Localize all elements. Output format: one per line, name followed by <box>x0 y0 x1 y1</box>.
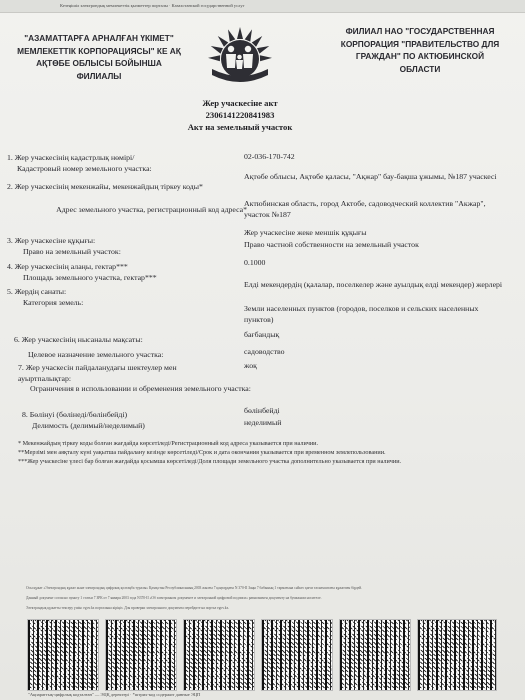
row-right <box>7 236 257 257</box>
row-label-ru: Категория земель: <box>23 297 84 307</box>
doc-title-kazakh: Жер учаскесіне акт <box>202 98 278 108</box>
row-cadastral-number <box>7 153 257 174</box>
cadastral-number-value: 02-036-170-742 <box>244 152 295 161</box>
row-restrictions-ru: Ограничения в использовании и обременения земельного участка: <box>30 384 251 393</box>
qr-code-4 <box>262 620 332 690</box>
land-category-value-ru: Земли населенных пунктов (городов, поселков и сельских населенных пунктов) <box>244 304 479 324</box>
family-sun-emblem-icon <box>206 25 274 93</box>
area-value: 0.1000 <box>244 258 266 267</box>
restrictions-value: жоқ <box>244 361 257 370</box>
doc-number: 2306141220841983 <box>205 110 275 120</box>
row-label-kz: 1. Жер учаскесінің кадастрлық нөмірі/ <box>7 153 135 162</box>
org-name-russian: ФИЛИАЛ НАО "ГОСУДАРСТВЕННАЯ КОРПОРАЦИЯ "ПРАВИТЕЛЬСТВО ДЛЯ ГРАЖДАН" ПО АКТЮБИНСКОЙ ОБЛАСТИ <box>340 26 500 74</box>
row-label-kz: 5. Жердің санаты: <box>7 287 67 296</box>
divisibility-value-ru: неделимый <box>244 418 282 427</box>
qr-code-3 <box>184 620 254 690</box>
footnote-1: * Мекенжайдың тіркеу коды болған жағдайда көрсетіледі/Регистрационный код адреса указывается при наличии. <box>18 440 319 447</box>
row-restrictions-kz: 7. Жер учаскесін пайдаланудағы шектеулер мен ауыртпалықтар: <box>18 363 177 383</box>
row-label-kz: 4. Жер учаскесінің алаңы, гектар*** <box>7 262 128 271</box>
qr-code-6 <box>418 620 496 690</box>
qr-code-2 <box>106 620 176 690</box>
divisibility-value-kz: бөлінбейді <box>244 406 280 415</box>
footnote-3: ***Жер учаскесіне үлесі бар болған жағдайда қосымша көрсетіледі/Доля площади земельного участка дополнительно указывается при наличии. <box>18 458 402 465</box>
row-area <box>7 262 257 283</box>
legal-fine-print-1: Осы құжат «Электрондық құжат және электрондық цифрлық қолтаңба туралы» Қазақстан Республикасының 2003 жылғы 7 қаңтардағы N 370-II Заңы 7 бабының 1 тармағына сәйкес қағаз тасығыштағы құжатпен бірдей. <box>26 586 362 590</box>
footnote-2: **Мерзімі мен аяқталу күні уақытша пайдалану кезінде көрсетіледі/Срок и дата окончания указывается при временном землепользовании. <box>18 449 386 456</box>
address-value-kz: Ақтөбе облысы, Ақтөбе қаласы, "Ақжар" бау-бақша ұжымы, №187 учаскесі <box>244 172 497 181</box>
land-category-value-kz: Елді мекендердің (қалалар, поселкелер және ауылдық елді мекендер) жерлері <box>244 280 503 289</box>
row-land-category <box>7 287 257 308</box>
row-address-ru: Адрес земельного участка, регистрационный код адреса* <box>56 205 247 214</box>
legal-fine-print-2: Данный документ согласно пункту 1 статьи 7 ЗРК от 7 января 2003 года N370-II «Об электронном документе и электронной цифровой подписи» равнозначен документу на бумажном носителе. <box>26 596 322 600</box>
bottom-note: "Ақпараттық-цифрлық кодталған" — ЭЦҚ деректері · *штрих-код содержит данные ЭЦП <box>28 692 201 697</box>
qr-code-5 <box>340 620 410 690</box>
row-label-ru: Кадастровый номер земельного участка: <box>17 163 152 173</box>
row-address-kz: 2. Жер учаскесінің мекенжайы, мекенжайдың тіркеу коды* <box>7 182 203 191</box>
row-label-kz: 3. Жер учаскесіне құқығы: <box>7 236 96 245</box>
row-purpose-kz: 6. Жер учаскесінің нысаналы мақсаты: <box>14 335 143 344</box>
right-value-ru: Право частной собственности на земельный участок <box>244 240 419 249</box>
top-strip <box>0 0 525 13</box>
row-divisibility-ru: Делимость (делимый/неделимый) <box>32 421 145 430</box>
row-divisibility-kz: 8. Бөлінуі (бөлінеді/бөлінбейді) <box>22 410 128 419</box>
row-label-ru: Право на земельный участок: <box>23 246 121 256</box>
right-value-kz: Жер учаскесіне жеке меншік құқығы <box>244 228 367 237</box>
legal-fine-print-3: Электрондық құжатты тексеру үшін: egov.kz порталына кіріңіз. Для проверки электронного документа перейдите на портал egov.kz. <box>26 606 230 610</box>
row-label-ru: Площадь земельного участка, гектар*** <box>23 272 157 282</box>
org-name-kazakh: "АЗАМАТТАРҒА АРНАЛҒАН ҮКІМЕТ" МЕМЛЕКЕТТІК КОРПОРАЦИЯСЫ" КЕ АҚ АҚТӨБЕ ОБЛЫСЫ БОЙЫНША ФИЛИАЛЫ <box>17 33 181 81</box>
row-purpose-ru: Целевое назначение земельного участка: <box>28 350 164 359</box>
address-value-ru: Актюбинская область, город Актобе, садоводческий коллектив "Акжар", участок №187 <box>244 199 486 219</box>
top-strip-text: Кезеңішіл электрондық мемлекеттік қызметтер порталы · Казахстанской государственной услуг <box>60 3 245 8</box>
purpose-value-kz: бағбандық <box>244 330 280 339</box>
doc-title-russian: Акт на земельный участок <box>187 122 293 132</box>
purpose-value-ru: садоводство <box>244 347 285 356</box>
qr-code-1 <box>28 620 98 690</box>
